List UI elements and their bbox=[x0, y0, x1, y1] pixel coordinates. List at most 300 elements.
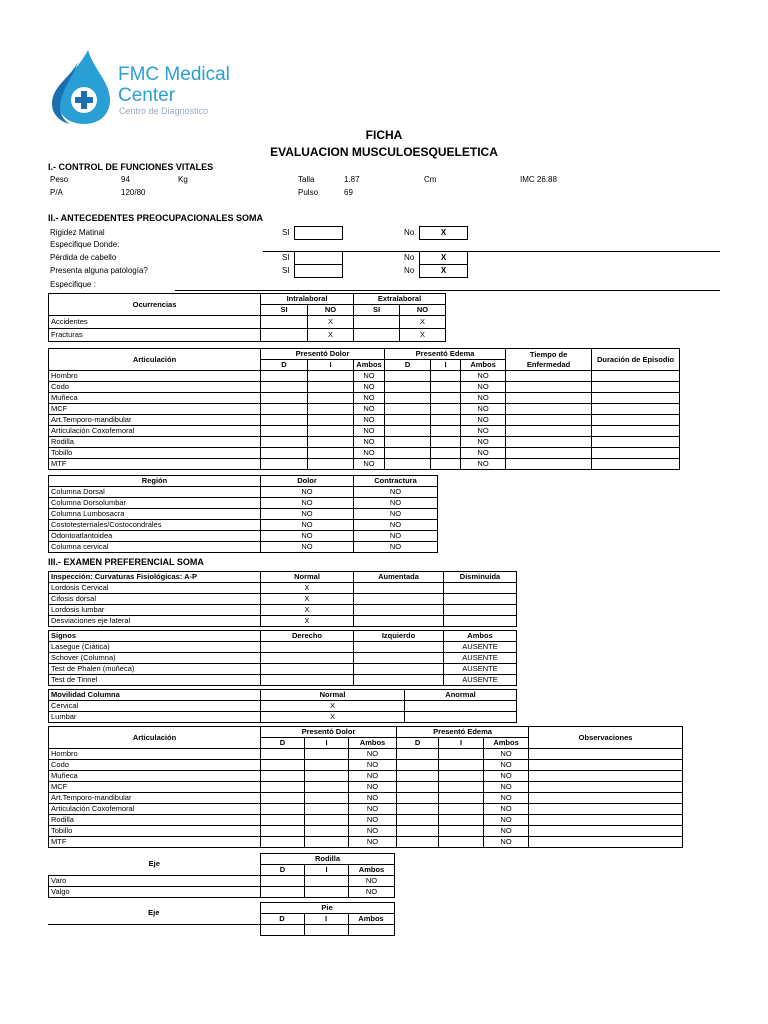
table-cell: NO bbox=[349, 876, 395, 887]
cell-mark: X bbox=[308, 329, 354, 342]
empty-cell bbox=[308, 393, 354, 404]
dolor-header: Presentó Dolor bbox=[261, 349, 385, 360]
table-cell: NO bbox=[484, 782, 529, 793]
examen-heading: III.- EXAMEN PREFERENCIAL SOMA bbox=[48, 557, 204, 567]
empty-cell bbox=[305, 804, 349, 815]
table-row bbox=[49, 771, 683, 782]
table-row bbox=[49, 749, 683, 760]
i-header: I bbox=[305, 865, 349, 876]
art2-edema-header: Presentó Edema bbox=[397, 727, 529, 738]
patologia-no-box[interactable]: X bbox=[419, 264, 468, 278]
signos-ambos-header: Ambos bbox=[444, 631, 517, 642]
ambos-header: Ambos bbox=[348, 914, 394, 925]
empty-cell bbox=[592, 437, 680, 448]
pulso-value: 69 bbox=[344, 188, 353, 197]
empty-cell bbox=[529, 793, 683, 804]
table-cell: NO bbox=[261, 542, 354, 553]
eje-pie-table bbox=[48, 902, 395, 936]
empty-cell bbox=[354, 583, 444, 594]
empty-cell bbox=[305, 876, 349, 887]
table-row-label: Test de Tinnel bbox=[49, 675, 261, 686]
perdida-no-label: No bbox=[404, 253, 415, 262]
signos-header: Signos bbox=[49, 631, 261, 642]
empty-cell bbox=[506, 404, 592, 415]
table-cell: NO bbox=[461, 426, 506, 437]
table-row-label: MCF bbox=[49, 782, 261, 793]
table-cell: NO bbox=[484, 815, 529, 826]
empty-cell bbox=[397, 760, 439, 771]
extra-no-header: NO bbox=[400, 305, 446, 316]
table-row-label: Art.Temporo-mandibular bbox=[49, 793, 261, 804]
table-row-label: MTF bbox=[49, 837, 261, 848]
table-row-label: Fracturas bbox=[49, 329, 261, 342]
table-cell: X bbox=[261, 701, 405, 712]
empty-cell bbox=[592, 382, 680, 393]
table-row-label: MTF bbox=[49, 459, 261, 470]
empty-cell bbox=[439, 815, 484, 826]
d-header: D bbox=[397, 738, 439, 749]
table-row-label: Articulación Coxofemoral bbox=[49, 804, 261, 815]
patologia-si-label: SI bbox=[282, 266, 290, 275]
table-row bbox=[49, 782, 683, 793]
i-header: I bbox=[304, 914, 348, 925]
table-row bbox=[49, 712, 517, 723]
empty-cell bbox=[261, 826, 305, 837]
empty-cell bbox=[308, 415, 354, 426]
empty-cell bbox=[261, 653, 354, 664]
table-cell: NO bbox=[349, 826, 397, 837]
empty-cell bbox=[529, 815, 683, 826]
intra-no-header: NO bbox=[308, 305, 354, 316]
rigidez-si-box[interactable] bbox=[294, 226, 343, 240]
empty-cell bbox=[261, 760, 305, 771]
table-row-label: Hombro bbox=[49, 749, 261, 760]
table-cell: NO bbox=[484, 749, 529, 760]
empty-cell bbox=[354, 675, 444, 686]
table-row-label: Schover (Columna) bbox=[49, 653, 261, 664]
table-row-label: Lumbar bbox=[49, 712, 261, 723]
table-row bbox=[49, 487, 438, 498]
empty-cell bbox=[431, 437, 461, 448]
table-row-label: Odontoatlantoidea bbox=[49, 531, 261, 542]
table-cell: X bbox=[261, 712, 405, 723]
duracion-header: Duración de Episodio bbox=[592, 349, 680, 371]
empty-cell bbox=[431, 448, 461, 459]
table-cell: NO bbox=[354, 393, 385, 404]
doc-subtitle: EVALUACION MUSCULOESQUELETICA bbox=[270, 145, 498, 159]
pie-header: Pie bbox=[260, 903, 394, 914]
table-row-label: Muñeca bbox=[49, 393, 261, 404]
table-row-label: Muñeca bbox=[49, 771, 261, 782]
empty-cell bbox=[261, 793, 305, 804]
cell-mark: X bbox=[400, 316, 446, 329]
i-header: I bbox=[305, 738, 349, 749]
contractura-header: Contractura bbox=[354, 476, 438, 487]
table-cell: NO bbox=[484, 771, 529, 782]
table-row bbox=[49, 448, 680, 459]
table-row bbox=[49, 415, 680, 426]
table-cell: NO bbox=[461, 459, 506, 470]
table-row-label: Articulación Coxofemoral bbox=[49, 426, 261, 437]
table-row bbox=[49, 815, 683, 826]
empty-cell bbox=[354, 616, 444, 627]
empty-cell bbox=[305, 793, 349, 804]
empty-cell bbox=[506, 459, 592, 470]
empty-cell bbox=[592, 459, 680, 470]
table-cell: NO bbox=[354, 542, 438, 553]
table-row-label: Art.Temporo-mandibular bbox=[49, 415, 261, 426]
eje-rodilla-table bbox=[48, 853, 395, 898]
empty-cell bbox=[397, 782, 439, 793]
empty-cell bbox=[444, 583, 517, 594]
empty-cell bbox=[261, 675, 354, 686]
table-cell: NO bbox=[349, 815, 397, 826]
empty-cell bbox=[397, 804, 439, 815]
empty-cell bbox=[261, 371, 308, 382]
empty-cell bbox=[305, 782, 349, 793]
empty-cell bbox=[431, 371, 461, 382]
empty-cell bbox=[444, 594, 517, 605]
perdida-si-box[interactable] bbox=[294, 251, 343, 265]
table-row bbox=[49, 804, 683, 815]
table-row bbox=[49, 437, 680, 448]
empty-cell bbox=[439, 782, 484, 793]
empty-cell bbox=[308, 371, 354, 382]
table-row-label: Tobillo bbox=[49, 826, 261, 837]
empty-cell bbox=[397, 826, 439, 837]
empty-cell bbox=[529, 837, 683, 848]
pa-label: P/A bbox=[50, 188, 63, 197]
table-row bbox=[49, 837, 683, 848]
table-cell: NO bbox=[354, 404, 385, 415]
antecedentes-heading: II.- ANTECEDENTES PREOCUPACIONALES SOMA bbox=[48, 213, 264, 223]
table-row-label: Costotesternales/Costocondrales bbox=[49, 520, 261, 531]
vitals-heading: I.- CONTROL DE FUNCIONES VITALES bbox=[48, 162, 214, 172]
empty-cell bbox=[529, 771, 683, 782]
i-header: I bbox=[431, 360, 461, 371]
table-cell: NO bbox=[461, 415, 506, 426]
table-cell: NO bbox=[349, 804, 397, 815]
table-row-label: Accidentes bbox=[49, 316, 261, 329]
table-cell: NO bbox=[354, 437, 385, 448]
table-row bbox=[49, 876, 395, 887]
table-cell: NO bbox=[461, 393, 506, 404]
table-row-label: Test de Phalen (muñeca) bbox=[49, 664, 261, 675]
i-header: I bbox=[308, 360, 354, 371]
table-row bbox=[49, 826, 683, 837]
empty-cell bbox=[439, 749, 484, 760]
empty-cell bbox=[354, 653, 444, 664]
table-row bbox=[49, 675, 517, 686]
empty-cell bbox=[529, 826, 683, 837]
table-row bbox=[49, 542, 438, 553]
table-row-label: Columna Dorsolumbar bbox=[49, 498, 261, 509]
empty-cell bbox=[385, 393, 431, 404]
empty-cell bbox=[444, 616, 517, 627]
imc-value: IMC 26.88 bbox=[520, 175, 557, 184]
table-row bbox=[49, 594, 517, 605]
empty-cell bbox=[305, 815, 349, 826]
empty-cell bbox=[592, 371, 680, 382]
empty-cell bbox=[431, 382, 461, 393]
empty-cell bbox=[261, 804, 305, 815]
table-row-label: Hombro bbox=[49, 371, 261, 382]
d-header: D bbox=[261, 865, 305, 876]
table-cell: NO bbox=[354, 509, 438, 520]
logo-name-2: Center bbox=[118, 85, 176, 106]
table-row bbox=[49, 760, 683, 771]
empty-cell bbox=[305, 837, 349, 848]
ambos-header: Ambos bbox=[461, 360, 506, 371]
table-cell: X bbox=[261, 605, 354, 616]
empty-cell bbox=[261, 782, 305, 793]
aumentada-header: Aumentada bbox=[354, 572, 444, 583]
empty-cell bbox=[444, 605, 517, 616]
empty-cell bbox=[261, 382, 308, 393]
table-cell: NO bbox=[354, 448, 385, 459]
table-row bbox=[49, 371, 680, 382]
empty-cell bbox=[592, 426, 680, 437]
region-header: Región bbox=[49, 476, 261, 487]
empty-cell bbox=[405, 712, 517, 723]
patologia-si-box[interactable] bbox=[294, 264, 343, 278]
empty-cell bbox=[439, 826, 484, 837]
table-cell: NO bbox=[354, 498, 438, 509]
empty-cell bbox=[592, 393, 680, 404]
empty-cell bbox=[431, 404, 461, 415]
logo-name-1: FMC Medical bbox=[118, 64, 230, 85]
d-header: D bbox=[385, 360, 431, 371]
empty-cell bbox=[261, 459, 308, 470]
table-cell: NO bbox=[261, 498, 354, 509]
table-cell: NO bbox=[261, 520, 354, 531]
table-cell: NO bbox=[354, 520, 438, 531]
rigidez-label: Rigidez Matinal bbox=[50, 228, 105, 237]
empty-cell bbox=[305, 749, 349, 760]
movilidad-table bbox=[48, 689, 517, 723]
especifique-donde-label: Especifique Donde: bbox=[50, 240, 120, 249]
extra-header: Extralaboral bbox=[354, 294, 446, 305]
empty-cell bbox=[397, 771, 439, 782]
table-row-label: Lasegue (Ciática) bbox=[49, 642, 261, 653]
table-cell: NO bbox=[261, 509, 354, 520]
empty-cell bbox=[431, 415, 461, 426]
empty-cell bbox=[261, 887, 305, 898]
empty-cell bbox=[385, 459, 431, 470]
table-row-label: Desviaciones eje lateral bbox=[49, 616, 261, 627]
table-cell: NO bbox=[261, 487, 354, 498]
eje-header: Eje bbox=[49, 854, 261, 876]
empty-cell bbox=[261, 448, 308, 459]
table-cell: NO bbox=[354, 382, 385, 393]
empty-cell bbox=[308, 426, 354, 437]
table-cell: NO bbox=[349, 887, 395, 898]
empty-cell bbox=[261, 876, 305, 887]
cell-mark: X bbox=[308, 316, 354, 329]
table-cell: NO bbox=[484, 804, 529, 815]
empty-cell bbox=[439, 771, 484, 782]
empty-cell bbox=[529, 760, 683, 771]
perdida-no-box[interactable]: X bbox=[419, 251, 468, 265]
table-cell: AUSENTE bbox=[444, 675, 517, 686]
talla-label: Talla bbox=[298, 175, 315, 184]
empty-cell bbox=[506, 382, 592, 393]
ambos-header: Ambos bbox=[349, 738, 397, 749]
empty-cell bbox=[405, 701, 517, 712]
patologia-no-label: No bbox=[404, 266, 415, 275]
table-cell: AUSENTE bbox=[444, 653, 517, 664]
table-cell: NO bbox=[484, 760, 529, 771]
table-row-label: Cervical bbox=[49, 701, 261, 712]
empty-cell bbox=[385, 371, 431, 382]
ambos-header: Ambos bbox=[349, 865, 395, 876]
intra-header: Intralaboral bbox=[261, 294, 354, 305]
empty-cell bbox=[385, 404, 431, 415]
table-cell: NO bbox=[461, 437, 506, 448]
doc-title: FICHA bbox=[365, 128, 403, 142]
d-header: D bbox=[261, 360, 308, 371]
table-row bbox=[49, 426, 680, 437]
table-row bbox=[49, 498, 438, 509]
empty-cell bbox=[439, 760, 484, 771]
d-header: D bbox=[261, 738, 305, 749]
table-cell: NO bbox=[354, 531, 438, 542]
rodilla-header: Rodilla bbox=[261, 854, 395, 865]
rigidez-no-box[interactable]: X bbox=[419, 226, 468, 240]
perdida-label: Pérdida de cabello bbox=[50, 253, 117, 262]
ocurrencias-header: Ocurrencias bbox=[49, 294, 261, 316]
ambos-header: Ambos bbox=[484, 738, 529, 749]
empty-cell bbox=[506, 393, 592, 404]
art-header: Articulación bbox=[49, 349, 261, 371]
empty-cell bbox=[261, 771, 305, 782]
art2-dolor-header: Presentó Dolor bbox=[261, 727, 397, 738]
empty-cell bbox=[308, 459, 354, 470]
empty-cell bbox=[261, 426, 308, 437]
empty-cell bbox=[261, 642, 354, 653]
empty-cell bbox=[261, 437, 308, 448]
empty-cell bbox=[308, 448, 354, 459]
obs-header: Observaciones bbox=[529, 727, 683, 749]
table-row bbox=[49, 887, 395, 898]
empty-cell bbox=[397, 815, 439, 826]
empty-cell bbox=[261, 815, 305, 826]
empty-cell bbox=[431, 459, 461, 470]
empty-cell bbox=[506, 415, 592, 426]
table-cell: NO bbox=[261, 531, 354, 542]
talla-value: 1.87 bbox=[344, 175, 360, 184]
empty-cell bbox=[308, 382, 354, 393]
table-cell: AUSENTE bbox=[444, 664, 517, 675]
table-row-label: Columna Lumbosacra bbox=[49, 509, 261, 520]
mov-normal-header: Normal bbox=[261, 690, 405, 701]
ocurrencias-table bbox=[48, 293, 446, 342]
table-cell: NO bbox=[354, 459, 385, 470]
izquierdo-header: Izquierdo bbox=[354, 631, 444, 642]
table-cell: NO bbox=[484, 826, 529, 837]
empty-cell bbox=[305, 771, 349, 782]
empty-cell bbox=[529, 782, 683, 793]
empty-cell bbox=[385, 415, 431, 426]
table-cell: AUSENTE bbox=[444, 642, 517, 653]
empty-cell bbox=[354, 664, 444, 675]
rigidez-si-label: SI bbox=[282, 228, 290, 237]
empty-cell bbox=[385, 426, 431, 437]
table-row-label: MCF bbox=[49, 404, 261, 415]
empty-cell bbox=[439, 837, 484, 848]
empty-cell bbox=[431, 393, 461, 404]
empty-cell bbox=[592, 404, 680, 415]
table-row bbox=[49, 642, 517, 653]
d-header: D bbox=[260, 914, 304, 925]
empty-cell bbox=[506, 426, 592, 437]
i-header: I bbox=[439, 738, 484, 749]
articulacion-table-1 bbox=[48, 348, 680, 470]
table-cell: NO bbox=[354, 415, 385, 426]
empty-cell bbox=[385, 382, 431, 393]
movilidad-header: Movilidad Columna bbox=[49, 690, 261, 701]
empty-cell bbox=[506, 437, 592, 448]
region-table bbox=[48, 475, 438, 553]
table-row bbox=[49, 459, 680, 470]
empty-cell bbox=[261, 393, 308, 404]
table-cell: NO bbox=[349, 771, 397, 782]
ambos-header: Ambos bbox=[354, 360, 385, 371]
pulso-label: Pulso bbox=[298, 188, 319, 197]
table-cell: X bbox=[261, 594, 354, 605]
table-cell: X bbox=[261, 616, 354, 627]
table-row-label: Columna Dorsal bbox=[49, 487, 261, 498]
curvaturas-table bbox=[48, 571, 517, 627]
peso-label: Peso bbox=[50, 175, 69, 184]
table-row bbox=[49, 393, 680, 404]
articulacion-table-2 bbox=[48, 726, 683, 848]
table-row bbox=[49, 509, 438, 520]
empty-cell bbox=[354, 594, 444, 605]
empty-cell bbox=[308, 437, 354, 448]
empty-cell bbox=[397, 749, 439, 760]
empty-cell bbox=[592, 448, 680, 459]
table-cell: NO bbox=[354, 371, 385, 382]
empty-cell bbox=[305, 826, 349, 837]
table-cell: NO bbox=[461, 404, 506, 415]
perdida-si-label: SI bbox=[282, 253, 290, 262]
table-cell: X bbox=[261, 583, 354, 594]
insp-header: Inspección: Curvaturas Fisiológicas: A-P bbox=[49, 572, 261, 583]
table-row-label: Tobillo bbox=[49, 448, 261, 459]
empty-cell bbox=[261, 837, 305, 848]
empty-cell bbox=[397, 837, 439, 848]
empty-cell bbox=[308, 404, 354, 415]
empty-cell bbox=[529, 804, 683, 815]
empty-cell bbox=[431, 426, 461, 437]
empty-cell bbox=[305, 887, 349, 898]
empty-cell bbox=[261, 415, 308, 426]
empty-cell bbox=[506, 448, 592, 459]
table-row-label: Cifosis dorsal bbox=[49, 594, 261, 605]
table-row bbox=[49, 653, 517, 664]
table-cell: NO bbox=[461, 448, 506, 459]
especifique-line bbox=[175, 290, 720, 291]
table-row-label: Valgo bbox=[49, 887, 261, 898]
table-row bbox=[49, 583, 517, 594]
table-row-label: Lordosis lumbar bbox=[49, 605, 261, 616]
table-row bbox=[49, 382, 680, 393]
art2-header: Articulación bbox=[49, 727, 261, 749]
table-cell: NO bbox=[349, 793, 397, 804]
especifique-label: Especifique : bbox=[50, 280, 96, 289]
talla-unit: Cm bbox=[424, 175, 437, 184]
